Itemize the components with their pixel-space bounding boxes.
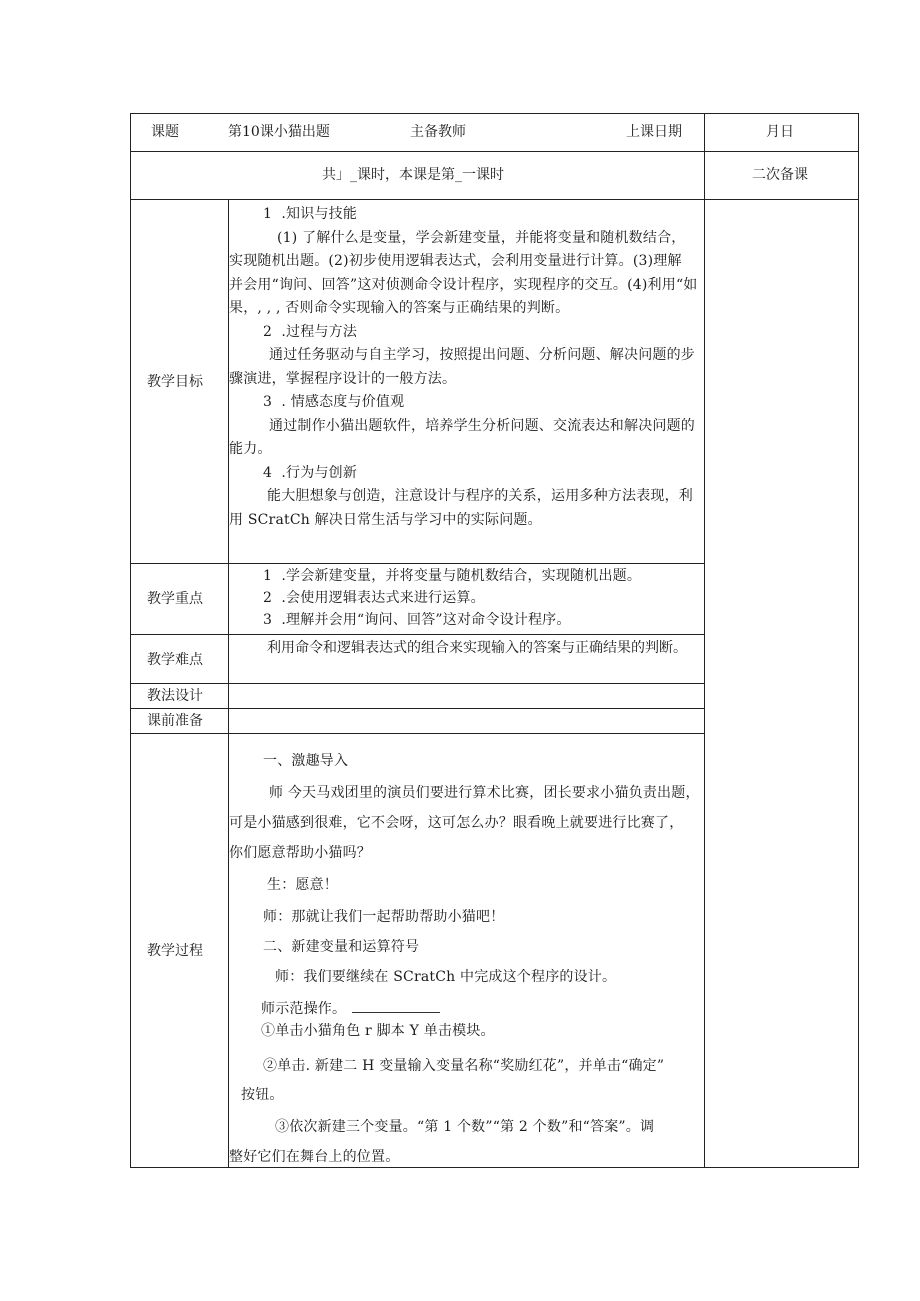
process-heading-1: 一、激趣导入 xyxy=(263,753,349,769)
row-divider xyxy=(130,199,859,200)
row-divider xyxy=(130,733,705,734)
topic-value: 第10课小猫出题 xyxy=(228,124,330,140)
class-hours: 共」_课时，本课是第_一课时 xyxy=(322,167,504,183)
date-label: 上课日期 xyxy=(626,124,682,140)
row-divider xyxy=(130,634,705,635)
process-text: 你们愿意帮助小猫吗？ xyxy=(229,845,371,861)
table-border-bottom xyxy=(130,1167,859,1168)
key-point-item: 1 .学会新建变量，并将变量与随机数结合，实现随机出题。 xyxy=(263,568,642,584)
key-point-item: 2 .会使用逻辑表达式来进行运算。 xyxy=(263,590,485,606)
goals-heading-4: 4 .行为与创新 xyxy=(263,464,358,481)
goals-text: 实现随机出题。(2)初步使用逻辑表达式，会利用变量进行计算。(3)理解 xyxy=(229,253,682,269)
goals-text: 并会用“询问、回答”这对侦测命令设计程序，实现程序的交互。(4)利用“如 xyxy=(229,276,698,293)
goals-label: 教学目标 xyxy=(147,374,203,390)
goals-text: 能大胆想象与创造，注意设计与程序的关系，运用多种方法表现，利 xyxy=(267,488,693,504)
process-text: 师：我们要继续在 SCratCh 中完成这个程序的设计。 xyxy=(275,969,617,985)
demo-label: 师示范操作。 xyxy=(261,1001,347,1017)
date-value: 月日 xyxy=(766,124,794,140)
process-step: ③依次新建三个变量。“第 1 个数”“第 2 个数”和“答案”。调 xyxy=(275,1119,655,1135)
topic-label: 课题 xyxy=(151,124,179,140)
goals-heading-3: 3 . 情感态度与价值观 xyxy=(263,394,405,410)
process-text: 师 今天马戏团里的演员们要进行算术比赛，团长要求小猫负责出题， xyxy=(269,785,700,801)
table-border-top xyxy=(130,113,859,114)
table-border-left xyxy=(130,113,131,1168)
process-step: ②单击. 新建二 H 变量输入变量名称“奖励红花”，并单击“确定” xyxy=(263,1058,665,1074)
goals-text: (1) 了解什么是变量，学会新建变量，并能将变量和随机数结合， xyxy=(277,229,686,246)
goals-heading-2: 2 .过程与方法 xyxy=(263,323,358,340)
process-text: 可是小猫感到很难，它不会呀，这可怎么办？眼看晚上就要进行比赛了， xyxy=(229,815,684,831)
process-step: ①单击小猫角色 r 脚本 Y 单击模块。 xyxy=(261,1023,495,1039)
key-point-item: 3 .理解并会用“询问、回答”这对命令设计程序。 xyxy=(263,612,571,628)
difficulty-label: 教学难点 xyxy=(147,652,203,668)
second-prep-label: 二次备课 xyxy=(752,167,808,183)
goals-content xyxy=(229,203,705,532)
goals-text: 果，, , , 否则命令实现输入的答案与正确结果的判断。 xyxy=(229,300,570,316)
goals-heading-1: 1 .知识与技能 xyxy=(263,206,358,222)
process-label: 教学过程 xyxy=(147,943,203,959)
goals-text: 能力。 xyxy=(229,441,272,457)
key-points-content xyxy=(229,565,705,631)
process-text: 生：愿意！ xyxy=(267,877,338,893)
process-text: 整好它们在舞台上的位置。 xyxy=(229,1149,400,1165)
difficulty-text: 利用命令和逻辑表达式的组合来实现输入的答案与正确结果的判断。 xyxy=(267,640,687,656)
process-text: 按钮。 xyxy=(241,1087,284,1103)
process-text xyxy=(261,998,440,1018)
method-label: 教法设计 xyxy=(147,688,203,704)
goals-text: 通过制作小猫出题软件，培养学生分析问题、交流表达和解决问题的 xyxy=(269,417,695,434)
blank-underline xyxy=(352,1000,440,1013)
goals-text: 通过任务驱动与自主学习，按照提出问题、分析问题、解决问题的步 xyxy=(269,347,695,363)
goals-text: 骤演进，掌握程序设计的一般方法。 xyxy=(229,370,457,387)
row-divider xyxy=(130,683,705,684)
row-divider xyxy=(130,151,859,152)
row-divider xyxy=(130,708,705,709)
teacher-label: 主备教师 xyxy=(410,124,466,140)
row-divider xyxy=(130,563,705,564)
goals-text: 用 SCratCh 解决日常生活与学习中的实际问题。 xyxy=(229,511,542,528)
prep-label: 课前准备 xyxy=(147,713,203,729)
process-text: 师：那就让我们一起帮助帮助小猫吧！ xyxy=(263,909,505,925)
table-border-right xyxy=(858,113,859,1168)
key-points-label: 教学重点 xyxy=(147,591,203,607)
process-heading-2: 二、新建变量和运算符号 xyxy=(263,939,420,955)
